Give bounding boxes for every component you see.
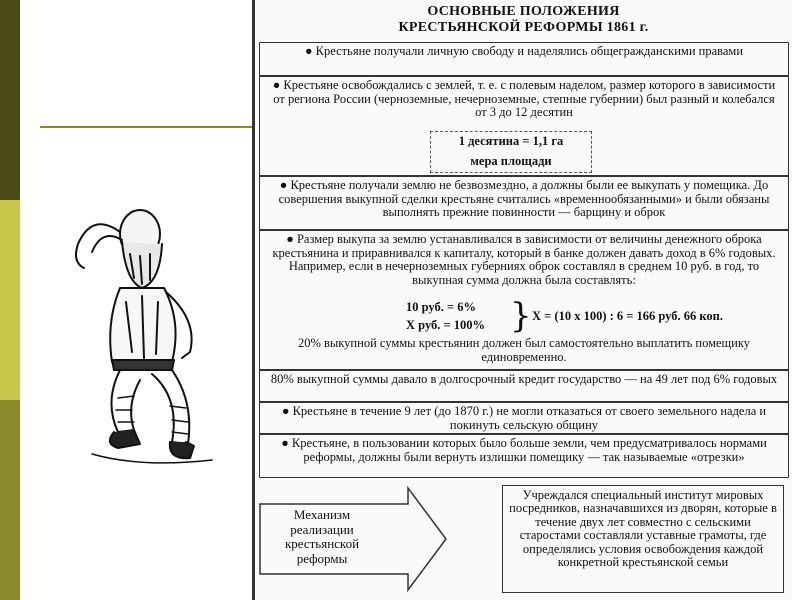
- mechanism-label: Механизм реализации крестьянской реформы: [284, 507, 360, 566]
- point-4-80-text: 80% выкупной суммы давало в долгосрочный кредит государство — на 49 лет под 6% годовых: [270, 372, 778, 386]
- point-land-allotment: [259, 76, 789, 176]
- point-4-20-percent: 20% выкупной суммы крестьянин должен был самостоятельно выплатить помещику единовременно.: [297, 336, 751, 364]
- point-nine-years: [259, 402, 789, 434]
- point-5-text: ● Крестьяне в течение 9 лет (до 1870 г.) не могли отказаться от своего земельного надела и покинуть сельскую общину: [281, 404, 767, 432]
- calc-line-1: 10 руб. = 6%: [406, 300, 476, 314]
- peasant-illustration: [22, 192, 252, 484]
- point-otrezki: [259, 434, 789, 478]
- point-redemption-size: [259, 230, 789, 370]
- unit-caption: мера площади: [470, 153, 552, 168]
- mechanism-description: Учреждался специальный институт мировых посредников, назначавшихся из дворян, которые в течение двух лет совместно с сельскими старостами составляли уставные грамоты, где определялись условия освобождения каждой конкретной крестьянской семьи: [509, 488, 777, 570]
- point-4-text: ● Размер выкупа за землю устанавливался в зависимости от величины денежного оброка крестьянина и приравнивался к капиталу, который в банке должен давать доход в 6% годовых.: [272, 232, 776, 260]
- point-6-text: ● Крестьяне, в пользовании которых было больше земли, чем предусматривалось нормами реформы, должны были вернуть излишки помещику — так называемые «отрезки»: [281, 436, 767, 464]
- document-title: [255, 0, 792, 42]
- point-2-text: ● Крестьяне освобождались с землей, т. е. с полевым наделом, размер которого в зависимости от региона России (черноземные, нечерноземные, степные губернии) был разный и колебался от 3 до 12 десятин: [272, 78, 776, 120]
- point-1-text: ● Крестьяне получали личную свободу и наделялись общегражданскими правами: [304, 44, 744, 58]
- side-stripe-top: [0, 0, 20, 200]
- brace-icon: }: [510, 296, 532, 336]
- point-3-text: ● Крестьяне получали землю не безвозмездно, а должны были ее выкупать у помещика. До совершения выкупной сделки крестьяне считались «временнообязанными» и были обязаны выполнять прежние повинности — барщину и оброк: [278, 178, 770, 220]
- point-4-example: Например, если в нечерноземных губерниях оброк составлял в среднем 10 руб. в год, то выкупная сумма должна была составлять:: [288, 259, 760, 287]
- accent-line: [40, 126, 252, 128]
- side-stripe-middle: [0, 200, 20, 400]
- calc-line-2: X руб. = 100%: [406, 318, 486, 332]
- mechanism-description-box: [502, 485, 784, 593]
- desyatina-unit-box: [430, 131, 592, 173]
- point-personal-freedom: [259, 42, 789, 76]
- unit-definition: 1 десятина = 1,1 га: [458, 134, 564, 148]
- title-line-2: КРЕСТЬЯНСКОЙ РЕФОРМЫ 1861 г.: [398, 20, 649, 35]
- side-stripe-bottom: [0, 400, 20, 600]
- title-line-1: ОСНОВНЫЕ ПОЛОЖЕНИЯ: [427, 4, 620, 19]
- point-redemption: [259, 176, 789, 230]
- calc-result: X = (10 x 100) : 6 = 166 руб. 66 коп.: [532, 309, 723, 323]
- point-state-credit: [259, 370, 789, 402]
